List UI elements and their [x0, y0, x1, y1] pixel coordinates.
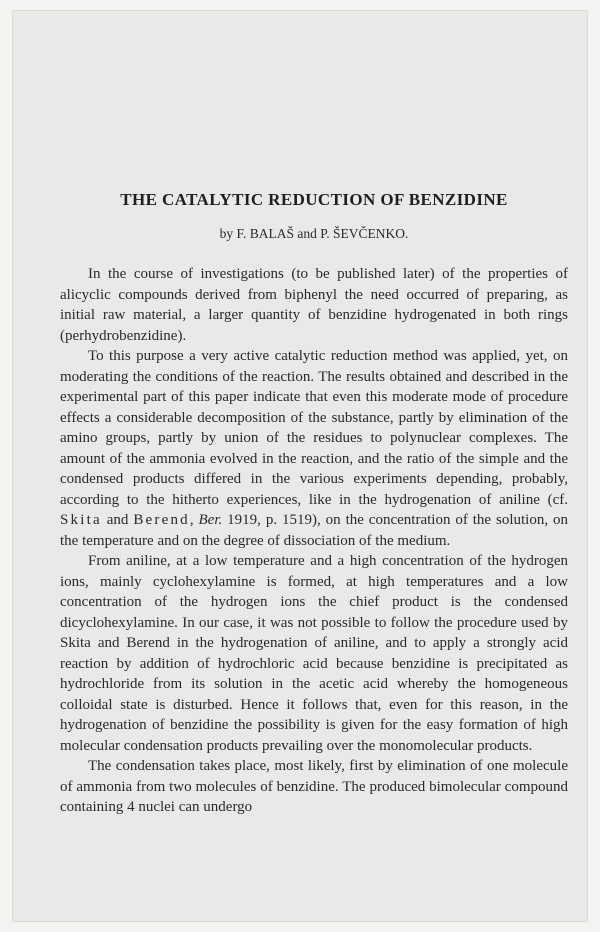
paragraph-2-text-b: 1919, p. 1519), on the concentration of the solution, on the temperature and on the degree of dissociation of the medium. [60, 512, 568, 549]
paragraph-2-text-a: To this purpose a very active catalytic reduction method was applied, yet, on moderating the conditions of the reaction. The results obtained and described in the experimental part of this paper indicate that even this moderate mode of procedure effects a considerable decomposition of the substance, partly by elimination of the amino groups, partly by union of the residues to polynuclear complexes. The amount of the ammonia evolved in the reaction, and the ratio of the simple and the condensed products differed in the various experiments depending, probably, according to the hitherto experiences, like in the hydrogenation of aniline (cf. [60, 348, 568, 508]
page [12, 10, 588, 922]
article-byline: by F. BALAŠ and P. ŠEVČENKO. [219, 226, 409, 241]
citation-and: and [101, 512, 134, 528]
article-title: THE CATALYTIC REDUCTION OF BENZIDINE [120, 190, 508, 209]
paragraph-2 [60, 346, 568, 551]
citation-author-skita: Skita [60, 512, 102, 528]
article [60, 190, 568, 818]
citation-journal: Ber. [198, 512, 223, 528]
citation-author-berend: Berend [133, 512, 190, 528]
paragraph-1: In the course of investigations (to be published later) of the properties of alicyclic compounds derived from biphenyl the need occurred of preparing, as initial raw material, a larger quantity of benzidine hydrogenated in both rings (perhydrobenzidine). [60, 266, 568, 344]
article-body [60, 264, 568, 818]
paragraph-4: The condensation takes place, most likely, first by elimination of one molecule of ammonia from two molecules of benzidine. The produced bimolecular compound containing 4 nuclei can undergo [60, 758, 568, 815]
paragraph-3: From aniline, at a low temperature and a high concentration of the hydrogen ions, mainly cyclohexylamine is formed, at high temperatures and a low concentration of the hydrogen ions the chief product is the condensed dicyclohexylamine. In our case, it was not possible to follow the procedure used by Skita and Berend in the hydrogenation of aniline, and to apply a strongly acid reaction by addition of hydrochloric acid because benzidine is precipitated as hydrochloride from its solution in the acetic acid whereby the homogeneous colloidal state is disturbed. Hence it follows that, even for this reason, in the hydrogenation of benzidine the possibility is given for the easy formation of high molecular condensation products prevailing over the monomolecular products. [60, 553, 568, 754]
citation-comma: , [189, 512, 199, 528]
